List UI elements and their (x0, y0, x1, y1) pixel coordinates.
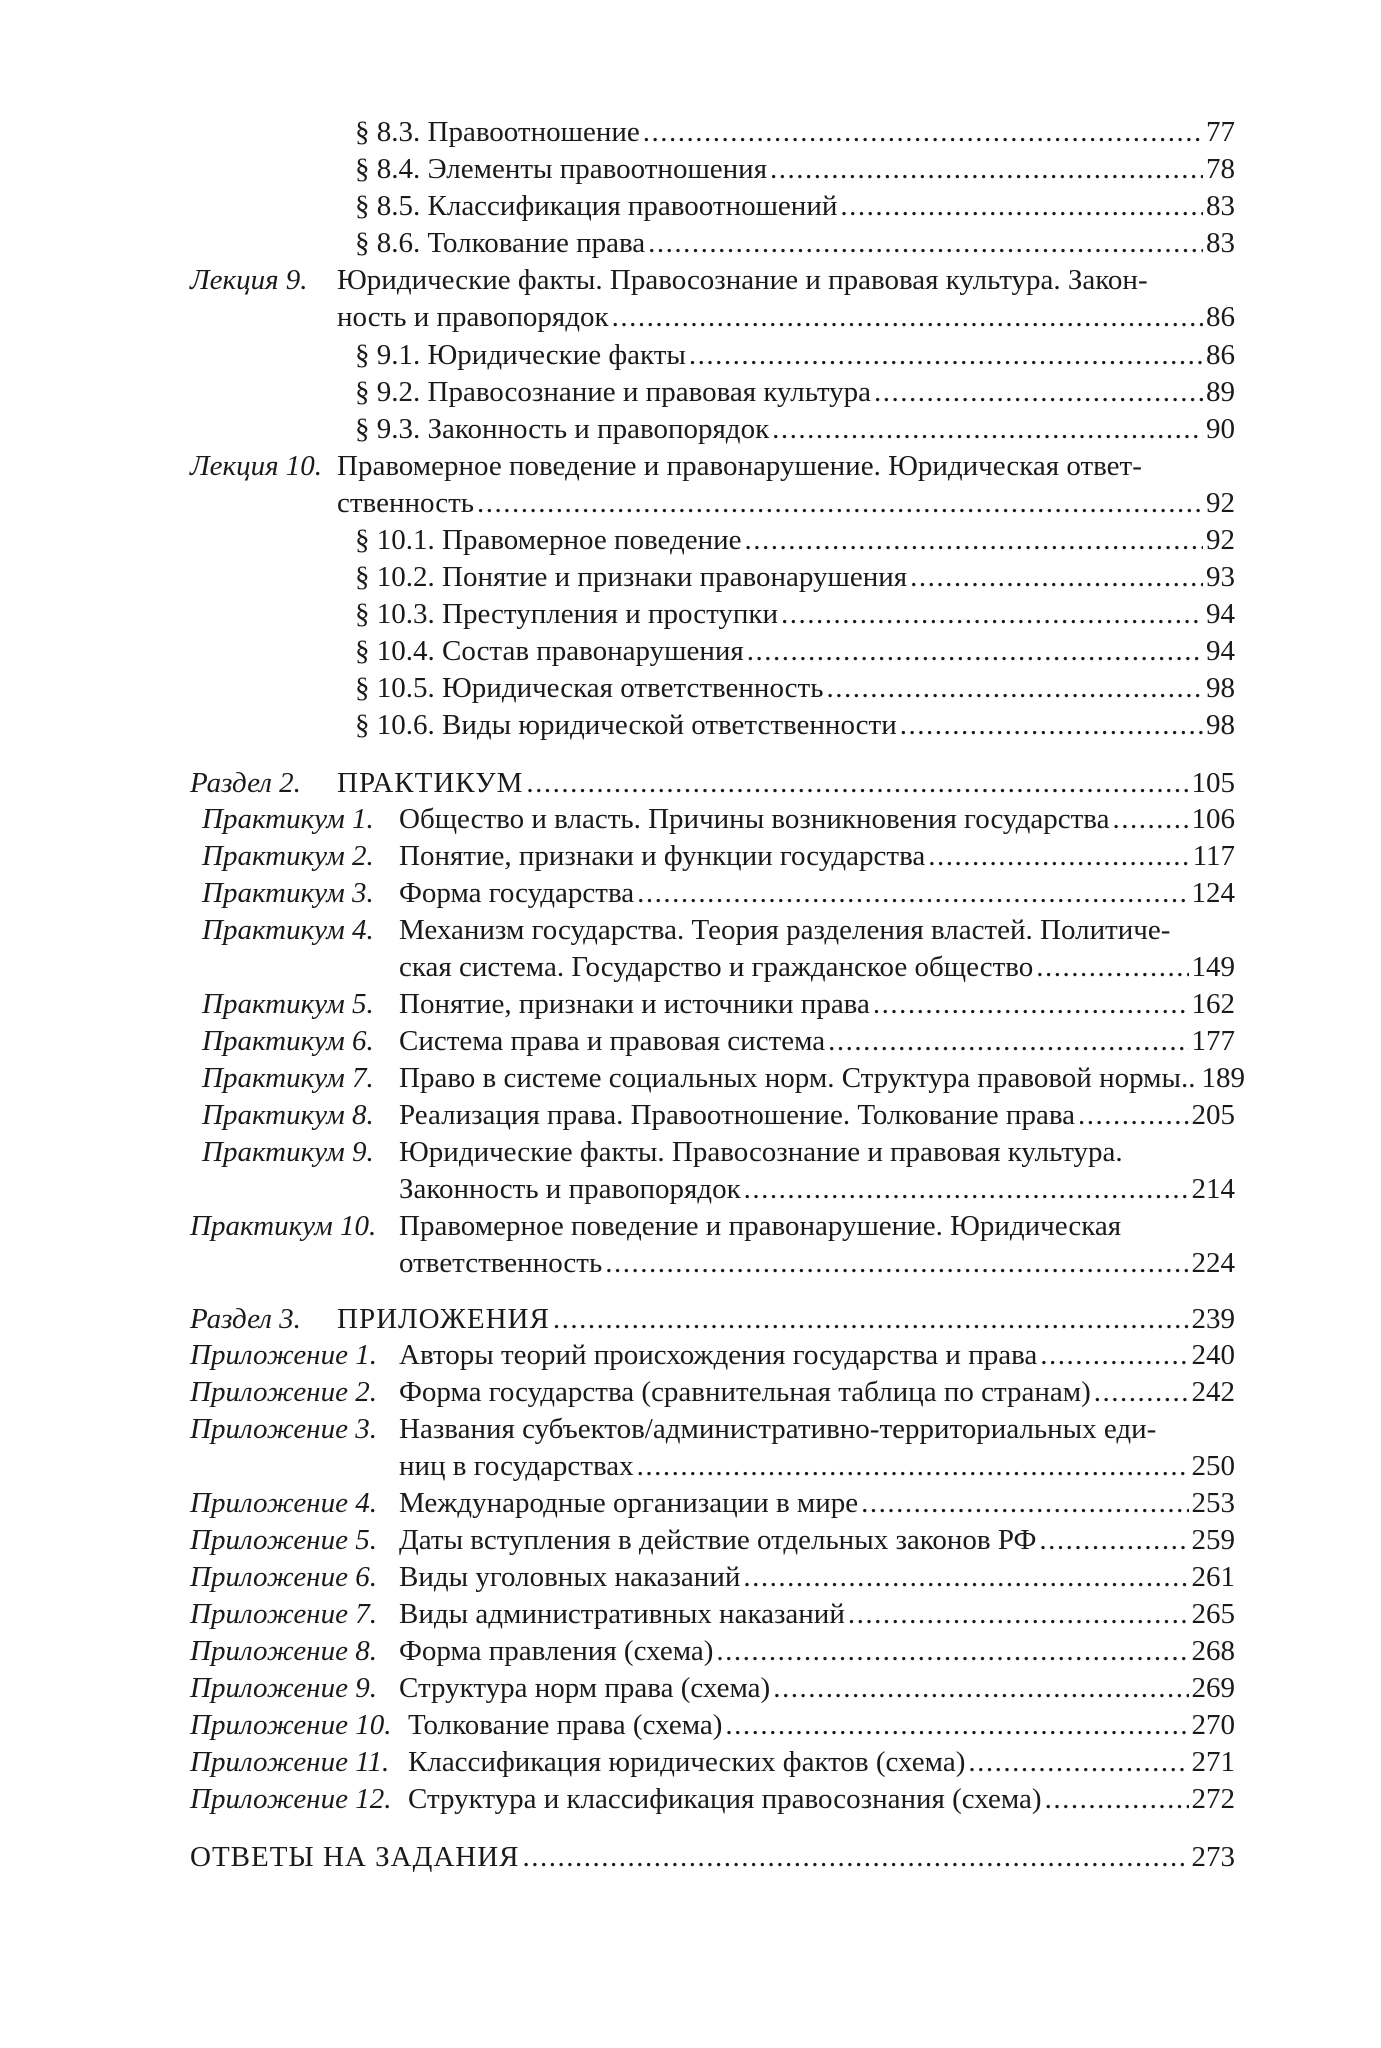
toc-entry-title: Форма государства (сравнительная таблица по странам) (399, 1376, 1091, 1408)
toc-entry-label: Приложение 9. (190, 1672, 377, 1704)
toc-entry (0, 188, 1381, 224)
toc-entry-title: Реализация права. Правоотношение. Толкование права (399, 1099, 1076, 1131)
toc-entry-page: 224 (1191, 1247, 1235, 1279)
toc-entry-page: 94 (1206, 598, 1235, 630)
toc-entry-page: 78 (1206, 153, 1235, 185)
toc-entry-page: 98 (1206, 672, 1235, 704)
toc-entry-label: Лекция 9. (190, 264, 308, 296)
toc-entry-part (0, 765, 1381, 801)
toc-entry-page: 92 (1206, 487, 1235, 519)
toc-entry-title: ская система. Государство и гражданское общество (399, 951, 1034, 983)
toc-entry-appendix (0, 1374, 1381, 1410)
toc-entry (0, 411, 1381, 447)
toc-entry-title-line1: Юридические факты. Правосознание и правовая культура. (399, 1136, 1123, 1168)
toc-entry-page: 117 (1192, 840, 1235, 872)
dot-leader (1040, 1337, 1188, 1373)
toc-entry-title: Структура и классификация правосознания (схема) (408, 1783, 1042, 1815)
toc-entry-appendix (0, 1522, 1381, 1558)
toc-entry (0, 114, 1381, 150)
toc-entry-title: § 9.1. Юридические факты (355, 339, 686, 371)
toc-entry-page: 86 (1206, 339, 1235, 371)
toc-entry-title: Право в системе социальных норм. Структура правовой нормы.. (399, 1062, 1196, 1094)
dot-leader (743, 1559, 1188, 1595)
toc-entry (0, 596, 1381, 632)
toc-entry-continuation (0, 485, 1381, 521)
toc-entry-practicum (0, 912, 1381, 948)
toc-entry-title: Виды административных наказаний (399, 1598, 845, 1630)
dot-leader (553, 1301, 1189, 1337)
toc-entry (0, 707, 1381, 743)
toc-entry-appendix (0, 1670, 1381, 1706)
dot-leader (968, 1744, 1188, 1780)
toc-entry-title: ниц в государствах (399, 1450, 634, 1482)
toc-entry-label: Практикум 8. (202, 1099, 374, 1131)
dot-leader (840, 188, 1203, 224)
toc-entry-title: ПРИЛОЖЕНИЯ (337, 1303, 550, 1335)
toc-entry-page: 214 (1191, 1173, 1235, 1205)
toc-entry-title-line1: Юридические факты. Правосознание и правовая культура. Закон- (337, 264, 1148, 296)
toc-entry-label: Практикум 5. (202, 988, 374, 1020)
dot-leader (689, 337, 1203, 373)
toc-entry-part (0, 1301, 1381, 1337)
toc-entry-label: Раздел 3. (190, 1303, 301, 1335)
dot-leader (612, 299, 1203, 335)
toc-entry (0, 670, 1381, 706)
toc-entry-title: Международные организации в мире (399, 1487, 859, 1519)
toc-entry-label: Приложение 12. (190, 1783, 392, 1815)
toc-entry-title: § 10.2. Понятие и признаки правонарушения (355, 561, 908, 593)
toc-entry-page: 270 (1191, 1709, 1235, 1741)
toc-entry-title: Законность и правопорядок (399, 1173, 741, 1205)
dot-leader (848, 1596, 1189, 1632)
toc-entry-title: Понятие, признаки и источники права (399, 988, 870, 1020)
toc-entry (0, 225, 1381, 261)
toc-entry-answers (0, 1839, 1381, 1875)
toc-entry-page: 189 (1201, 1062, 1245, 1094)
toc-entry-label: Приложение 6. (190, 1561, 377, 1593)
toc-entry-title: § 10.1. Правомерное поведение (355, 524, 742, 556)
toc-entry-page: 93 (1206, 561, 1235, 593)
toc-entry-title: ПРАКТИКУМ (337, 767, 524, 799)
toc-entry-title: § 10.4. Состав правонарушения (355, 635, 744, 667)
toc-entry-practicum (0, 1023, 1381, 1059)
toc-entry-page: 250 (1191, 1450, 1235, 1482)
toc-entry-label: Приложение 1. (190, 1339, 377, 1371)
toc-entry-label: Практикум 4. (202, 914, 374, 946)
toc-entry-page: 205 (1191, 1099, 1235, 1131)
toc-entry-page: 269 (1191, 1672, 1235, 1704)
toc-entry-continuation (0, 299, 1381, 335)
toc-entry-label: Приложение 5. (190, 1524, 377, 1556)
toc-entry-page: 265 (1191, 1598, 1235, 1630)
toc-entry-page: 162 (1191, 988, 1235, 1020)
toc-entry-title: § 8.3. Правоотношение (355, 116, 640, 148)
toc-entry-title: Форма государства (399, 877, 635, 909)
toc-entry (0, 374, 1381, 410)
toc-entry-label: Практикум 9. (202, 1136, 374, 1168)
dot-leader (1078, 1097, 1188, 1133)
toc-entry-title-line1: Правомерное поведение и правонарушение. Юридическая ответ- (337, 450, 1142, 482)
toc-entry-label: Приложение 11. (190, 1746, 390, 1778)
toc-entry-title: Толкование права (схема) (408, 1709, 723, 1741)
toc-entry-page: 242 (1191, 1376, 1235, 1408)
toc-entry-practicum (0, 1134, 1381, 1170)
dot-leader (828, 1023, 1188, 1059)
dot-leader (643, 114, 1203, 150)
toc-entry-label: Практикум 2. (202, 840, 374, 872)
toc-entry-title: Даты вступления в действие отдельных законов РФ (399, 1524, 1037, 1556)
toc-entry (0, 559, 1381, 595)
toc-entry-label: Приложение 10. (190, 1709, 392, 1741)
dot-leader (747, 633, 1203, 669)
toc-entry-title: § 8.4. Элементы правоотношения (355, 153, 768, 185)
toc-entry (0, 522, 1381, 558)
toc-entry-appendix (0, 1633, 1381, 1669)
toc-entry-appendix (0, 1744, 1381, 1780)
dot-leader (648, 225, 1203, 261)
dot-leader (1094, 1374, 1189, 1410)
toc-entry-label: Приложение 8. (190, 1635, 377, 1667)
dot-leader (637, 875, 1188, 911)
toc-entry-practicum (0, 1208, 1381, 1244)
toc-entry-page: 94 (1206, 635, 1235, 667)
toc-entry-continuation (0, 1245, 1381, 1281)
dot-leader (773, 1670, 1188, 1706)
dot-leader (725, 1707, 1188, 1743)
toc-entry-title: § 8.6. Толкование права (355, 227, 646, 259)
dot-leader (1036, 949, 1188, 985)
toc-entry-page: 92 (1206, 524, 1235, 556)
toc-entry-title: ОТВЕТЫ НА ЗАДАНИЯ (190, 1841, 520, 1873)
dot-leader (900, 707, 1203, 743)
toc-entry-page: 83 (1206, 227, 1235, 259)
toc-entry-page: 177 (1191, 1025, 1235, 1057)
toc-entry-appendix (0, 1411, 1381, 1447)
toc-entry-title: § 10.5. Юридическая ответственность (355, 672, 824, 704)
dot-leader (526, 765, 1188, 801)
toc-entry-page: 106 (1191, 803, 1235, 835)
toc-entry-title-line1: Названия субъектов/административно-территориальных еди- (399, 1413, 1157, 1445)
dot-leader (716, 1633, 1188, 1669)
dot-leader (826, 670, 1203, 706)
toc-entry-label: Раздел 2. (190, 767, 301, 799)
toc-entry-label: Приложение 7. (190, 1598, 377, 1630)
toc-entry (0, 337, 1381, 373)
toc-entry-label: Практикум 3. (202, 877, 374, 909)
toc-entry-practicum (0, 986, 1381, 1022)
toc-entry-title: Система права и правовая система (399, 1025, 826, 1057)
toc-entry-continuation (0, 1171, 1381, 1207)
toc-entry-title: Классификация юридических фактов (схема) (408, 1746, 966, 1778)
toc-entry-label: Приложение 4. (190, 1487, 377, 1519)
toc-entry-appendix (0, 1707, 1381, 1743)
dot-leader (873, 986, 1189, 1022)
toc-entry-practicum (0, 1097, 1381, 1133)
toc-entry-page: 253 (1191, 1487, 1235, 1519)
dot-leader (861, 1485, 1188, 1521)
toc-entry-title: § 8.5. Классификация правоотношений (355, 190, 838, 222)
dot-leader (1045, 1781, 1189, 1817)
dot-leader (637, 1448, 1189, 1484)
dot-leader (781, 596, 1203, 632)
dot-leader (745, 522, 1203, 558)
toc-entry-practicum (0, 801, 1381, 837)
toc-entry-lecture (0, 262, 1381, 298)
toc-entry-practicum (0, 838, 1381, 874)
toc-entry-title-line1: Правомерное поведение и правонарушение. Юридическая (399, 1210, 1122, 1242)
toc-entry-label: Приложение 2. (190, 1376, 377, 1408)
toc-entry-page: 77 (1206, 116, 1235, 148)
dot-leader (1112, 801, 1188, 837)
toc-entry-appendix (0, 1559, 1381, 1595)
toc-entry-page: 149 (1191, 951, 1235, 983)
toc-entry-title: Понятие, признаки и функции государства (399, 840, 926, 872)
toc-entry-appendix (0, 1485, 1381, 1521)
toc-entry-title: § 9.3. Законность и правопорядок (355, 413, 770, 445)
toc-entry-appendix (0, 1596, 1381, 1632)
toc-entry-label: Практикум 7. (202, 1062, 374, 1094)
dot-leader (605, 1245, 1188, 1281)
toc-entry-page: 90 (1206, 413, 1235, 445)
toc-entry-title: § 9.2. Правосознание и правовая культура (355, 376, 871, 408)
dot-leader (772, 411, 1203, 447)
toc-entry-page: 261 (1191, 1561, 1235, 1593)
dot-leader (910, 559, 1203, 595)
dot-leader (874, 374, 1203, 410)
toc-entry-page: 259 (1191, 1524, 1235, 1556)
toc-entry-title: Общество и власть. Причины возникновения государства (399, 803, 1110, 835)
toc-entry-title: ственность (337, 487, 474, 519)
toc-entry (0, 151, 1381, 187)
toc-entry-page: 89 (1206, 376, 1235, 408)
dot-leader (1039, 1522, 1188, 1558)
dot-leader (477, 485, 1203, 521)
dot-leader (928, 838, 1189, 874)
toc-entry-title: Структура норм права (схема) (399, 1672, 771, 1704)
toc-entry-page: 273 (1191, 1841, 1235, 1873)
toc-entry (0, 633, 1381, 669)
dot-leader (523, 1839, 1189, 1875)
toc-entry-title-line1: Механизм государства. Теория разделения властей. Политиче- (399, 914, 1171, 946)
toc-entry-title: ответственность (399, 1247, 603, 1279)
toc-entry-label: Лекция 10. (190, 450, 323, 482)
toc-entry-page: 239 (1191, 1303, 1235, 1335)
toc-entry-page: 105 (1191, 767, 1235, 799)
toc-entry-page: 83 (1206, 190, 1235, 222)
toc-entry-title: Форма правления (схема) (399, 1635, 714, 1667)
toc-entry-title: § 10.6. Виды юридической ответственности (355, 709, 897, 741)
toc-entry-page: 271 (1191, 1746, 1235, 1778)
toc-entry-appendix (0, 1337, 1381, 1373)
toc-entry-label: Практикум 6. (202, 1025, 374, 1057)
dot-leader (770, 151, 1203, 187)
dot-leader (744, 1171, 1189, 1207)
toc-entry-lecture (0, 448, 1381, 484)
toc-entry-page: 272 (1191, 1783, 1235, 1815)
toc-entry-label: Практикум 10. (190, 1210, 377, 1242)
toc-entry-title: Авторы теорий происхождения государства и права (399, 1339, 1038, 1371)
toc-entry-continuation (0, 949, 1381, 985)
toc-entry-page: 268 (1191, 1635, 1235, 1667)
toc-entry-label: Практикум 1. (202, 803, 374, 835)
toc-entry-continuation (0, 1448, 1381, 1484)
toc-entry-page: 86 (1206, 301, 1235, 333)
toc-entry-practicum (0, 875, 1381, 911)
toc-entry-appendix (0, 1781, 1381, 1817)
toc-entry-practicum (0, 1060, 1381, 1096)
toc-entry-page: 240 (1191, 1339, 1235, 1371)
toc-entry-page: 98 (1206, 709, 1235, 741)
toc-entry-title: § 10.3. Преступления и проступки (355, 598, 778, 630)
toc-entry-page: 124 (1191, 877, 1235, 909)
toc-entry-label: Приложение 3. (190, 1413, 377, 1445)
toc-entry-title: Виды уголовных наказаний (399, 1561, 741, 1593)
toc-entry-title: ность и правопорядок (337, 301, 609, 333)
